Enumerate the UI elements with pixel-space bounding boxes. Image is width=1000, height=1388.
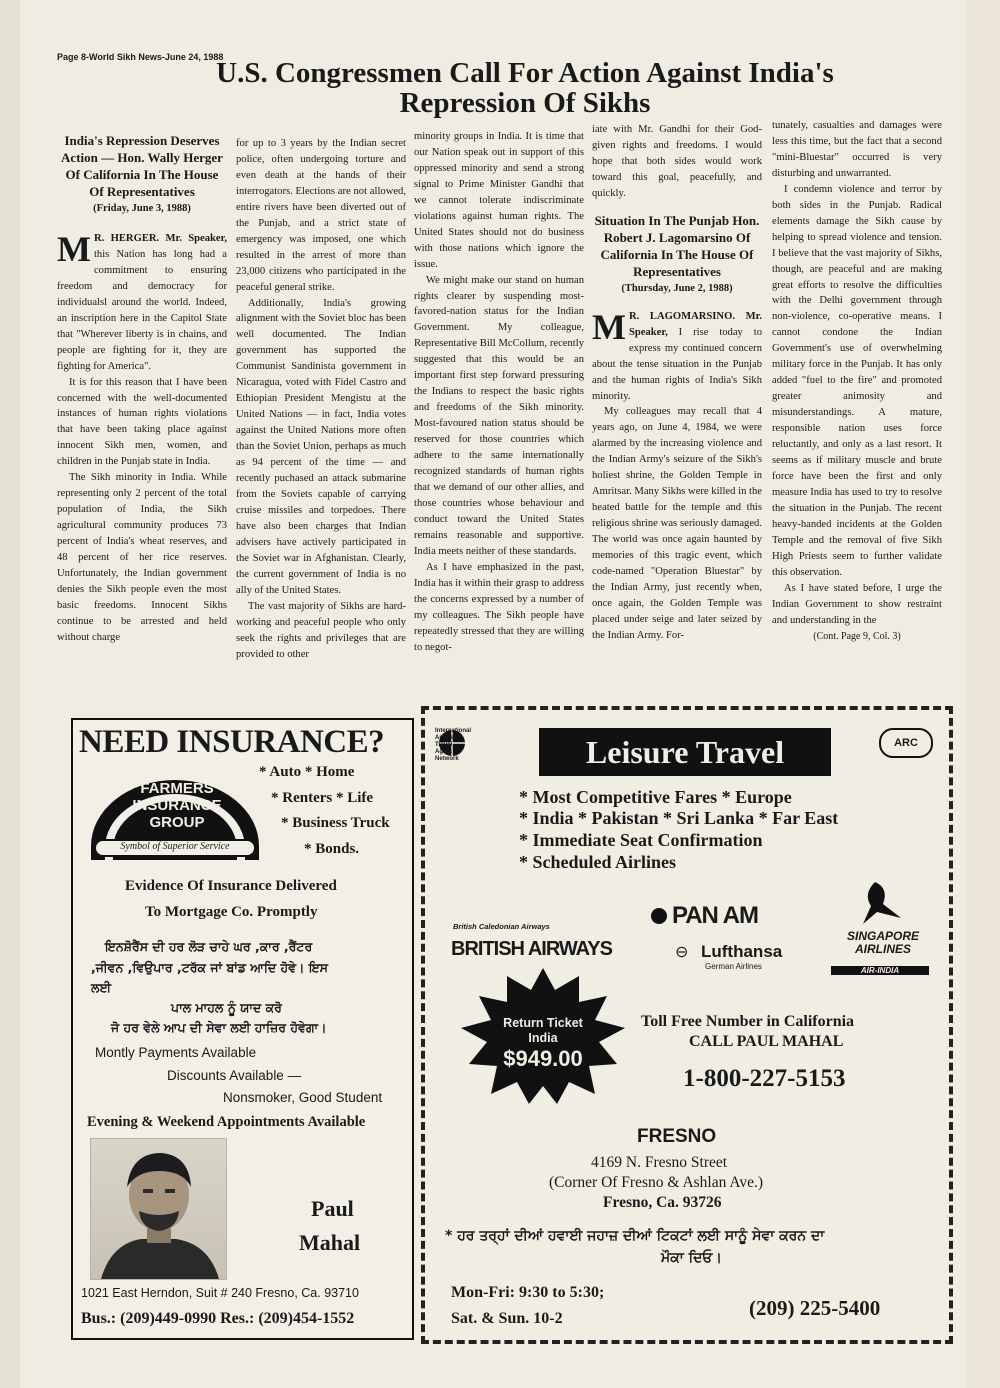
paragraph: My colleagues may recall that 4 years ago, on June 4, 1984, we were alarmed by the increasing violence and the Indian Army's seizure of the Sikh's holiest shrine, the Golden Temple in Amritsar. Many Sikhs were killed in the heated battle for the temple and this religious shrine was seriously damaged. The world was once again haunted by memories of this tragic event, which code-named "Operation Bluestar" by the Indian Army, just recently when, once again, the Golden Temple was placed under seige and later seized by the Indian Army. For-	[592, 406, 762, 641]
toll-free-number: 1-800-227-5153	[683, 1065, 846, 1092]
farmers-logo-tagline: Symbol of Superior Service	[120, 841, 230, 852]
punjabi-text: ਪਾਲ ਮਾਹਲ ਨੂੰ ਯਾਦ ਕਰੋ	[171, 1000, 282, 1015]
drop-cap: M	[592, 306, 626, 347]
article-column-2	[236, 136, 406, 662]
paragraph: We might make our stand on human rights clearer by suspending most-favored-nation status for the Indian Government. My colleague, Representative Bill McCollum, recently suggested that this would be an important first step forward pressuring the Indians to respect the basic rights and freedoms of the Sikh minority. Most-favoured nation status should be reserved for those countries which adhere to the same internationally recognized standards of human rights that we demand of our other allies, and those countries whose behaviour and conduct toward the United States remains reasonable and supportive. India meets neither of these standards.	[414, 274, 584, 557]
punjabi-text: ਜੋ ਹਰ ਵੇਲੇ ਆਪ ਦੀ ਸੇਵਾ ਲਈ ਹਾਜ਼ਿਰ ਹੋਵੇਗਾ।	[111, 1020, 327, 1035]
street-address: 4169 N. Fresno Street	[591, 1154, 728, 1171]
paragraph: The vast majority of Sikhs are hard-working and peaceful people who only seek the rights and privileges that are provided to other	[236, 600, 406, 660]
adjacent-page-edge	[965, 0, 1000, 1388]
punjabi-text: * ਹਰ ਤਰ੍ਹਾਂ ਦੀਆਂ ਹਵਾਈ ਜਹਾਜ਼ ਦੀਆਂ ਟਿਕਟਾਂ ਲਈ ਸਾਨੂੰ ਸੇਵਾ ਕਰਨ ਦਾ	[445, 1228, 825, 1244]
article-column-5	[772, 118, 942, 644]
call-paul-mahal: CALL PAUL MAHAL	[689, 1033, 844, 1050]
pan-am-logo: PAN AM	[651, 902, 758, 930]
headline-line-2: Repression Of Sikhs	[399, 87, 651, 119]
coverage-line: * Auto * Home	[259, 764, 355, 780]
section-heading-herger: India's Repression Deserves Action — Hon. Wally Herger Of California In The House Of Representatives (Friday, June 3, 1988)	[57, 132, 227, 217]
travel-advertisement	[421, 706, 953, 1344]
paragraph: As I have stated before, I urge the Indian Government to show restraint and understanding in the	[772, 582, 942, 626]
punjabi-text: ਇਨਸ਼ੋਰੈਂਸ ਦੀ ਹਰ ਲੋੜ ਚਾਹੇ ਘਰ ,ਕਾਰ ,ਰੈਂਟਰ	[105, 939, 313, 954]
evidence-line: To Mortgage Co. Promptly	[145, 904, 318, 920]
payments-text: Montly Payments Available	[95, 1045, 257, 1060]
section-date: (Friday, June 3, 1988)	[93, 203, 191, 214]
section-heading-lagomarsino: Situation In The Punjab Hon. Robert J. Lagomarsino Of California In The House Of Representatives (Thursday, June 2, 1988)	[592, 212, 762, 297]
weekend-hours: Sat. & Sun. 10-2	[451, 1310, 563, 1327]
toll-free-label: Toll Free Number in California	[641, 1013, 855, 1030]
appointments-text: Evening & Weekend Appointments Available	[87, 1114, 366, 1130]
evidence-line: Evidence Of Insurance Delivered	[125, 878, 337, 894]
travel-bullet: * India * Pakistan * Sri Lanka * Far East	[519, 808, 839, 828]
weekday-hours: Mon-Fri: 9:30 to 5:30;	[451, 1284, 605, 1301]
leisure-travel-title: Leisure Travel	[539, 728, 831, 776]
agent-last-name: Mahal	[299, 1230, 361, 1255]
paragraph: M R. LAGOMARSINO. Mr. Speaker, I rise today to express my continued concern about the tense situation in the Punjab and the human rights of India's Sikh minority.	[592, 306, 763, 402]
agent-phones: Bus.: (209)449-0990 Res.: (209)454-1552	[81, 1310, 355, 1327]
discounts-detail: Nonsmoker, Good Student	[223, 1090, 383, 1105]
lufthansa-subtitle: German Airlines	[705, 962, 762, 971]
coverage-line: * Business Truck	[281, 815, 390, 831]
city-state-zip: Fresno, Ca. 93726	[603, 1194, 722, 1211]
singapore-bird-icon	[855, 878, 905, 928]
british-airways-logo: BRITISH AIRWAYS	[451, 938, 612, 960]
lufthansa-logo: Lufthansa	[701, 942, 783, 961]
agent-portrait-illustration	[91, 1139, 226, 1279]
paragraph: I condemn violence and terror by both sides in the Punjab. Radical elements damage the Sikh cause by helping to spread violence and tension. I believe that the vast majority of Sikhs, though, are peaceful and are making great efforts to resolve the difficulties with the Delhi government through non-violence, co-operative means. I cannot condone the Indian Government's use of overwhelming military force in the Punjab. It has only added "fuel to the fire" and promoted greater animosity and misunderstandings. A mature, responsible nation uses force reluctantly, and only as a last resort. It seems as if military muscle and brute force have been the first and only measure India has used to try to resolve the situation in the Punjab. The recent heavy-handed incidents at the Golden Temple and the removal of five Sikh High Priests seem to further validate this observation.	[772, 183, 942, 578]
drop-cap: M	[57, 229, 91, 269]
paragraph: Additionally, India's growing alignment with the Soviet bloc has been well documented. The Indian government has supported the Communist Sandinista government in Nicaragua, voted with Fidel Castro and Ethiopian President Mengistu at the United Nations — in fact, India votes against the United Nations more often than the Soviet Union, perhaps as much as 94 percent of the time — and recently puchased an attack submarine from the Soviets capable of carrying cruise missiles and torpedoes. There have also been charges that Indian advisers have actively participated in the Soviet war in Afghanistan. Clearly, the current government of India is no ally of the United States.	[236, 297, 406, 596]
agent-first-name: Paul	[311, 1196, 354, 1221]
headline	[100, 58, 950, 118]
british-caledonian-logo: British Caledonian Airways	[453, 922, 550, 931]
travel-bullet: * Most Competitive Fares * Europe	[519, 787, 792, 807]
article-column-4	[592, 122, 762, 644]
headline-line-1: U.S. Congressmen Call For Action Against India's	[216, 57, 834, 89]
singapore-airlines-logo: SINGAPORE AIRLINES	[846, 929, 919, 956]
iatan-network-label: International Airlines Travel Agent Network	[435, 728, 472, 762]
farmers-logo-text: FARMERS INSURANCE GROUP	[132, 780, 222, 831]
paragraph: M R. HERGER. Mr. Speaker, this Nation has long had a commitment to ensuring freedom and democracy for individualsl around the world. Indeed, an inscription here in the Capitol State that "Wherever liberty is in chains, and people are fighting for it, they are fighting for America".	[57, 229, 227, 372]
local-phone-number: (209) 225-5400	[749, 1296, 881, 1320]
fresno-heading: FRESNO	[637, 1126, 717, 1147]
punjabi-text: ਲਈ	[91, 980, 112, 995]
travel-bullet: * Immediate Seat Confirmation	[519, 830, 763, 850]
crane-icon: ⊖	[675, 944, 689, 961]
punjabi-text: ਮੌਕਾ ਦਿਓ।	[661, 1250, 722, 1266]
air-india-logo: AIR-INDIA	[831, 966, 929, 975]
coverage-line: * Bonds.	[304, 841, 360, 857]
arc-badge: ARC	[879, 728, 933, 758]
discounts-text: Discounts Available —	[167, 1068, 302, 1083]
paragraph: iate with Mr. Gandhi for their God-given rights and freedoms. I would hope that both sides would work toward this goal, peacefully, and quickly.	[592, 124, 762, 199]
paragraph: The Sikh minority in India. While representing only 2 percent of the total population of India, the Sikh agricultural community produces 73 percent of India's wheat reserves, and 48 percent of her rice reserves. Unfortunately, the Indian government denies the Sikh people even the most basic freedoms. Innocent Sikhs continue to be arrested and held without charge	[57, 472, 227, 643]
punjabi-text: ,ਜੀਵਨ ,ਵਿਉਪਾਰ ,ਟਰੱਕ ਜਾਂ ਬਾਂਡ ਆਦਿ ਹੋਵੇ। ਇਸ	[91, 960, 329, 975]
paragraph: for up to 3 years by the Indian secret police, often undergoing torture and even death at the hands of their interrogators. Elections are not allowed, entire rivers have been diverted out of the Punjab, and a strict state of emergency was imposed, one which resulted in the arrest of more than 23,000 citizens who participated in the peaceful general strike.	[236, 138, 406, 293]
cross-streets: (Corner Of Fresno & Ashlan Ave.)	[549, 1174, 764, 1191]
agent-address: 1021 East Herndon, Suit # 240 Fresno, Ca. 93710	[81, 1286, 359, 1300]
continuation-note: (Cont. Page 9, Col. 3)	[813, 630, 901, 642]
paragraph: tunately, casualties and damages were less this time, but the fact that a second "mini-Bluestar" occurred is very disturbing and unwarranted.	[772, 120, 942, 179]
ticket-offer: Return Ticket India $949.00	[503, 1016, 583, 1071]
agent-photo	[90, 1138, 227, 1280]
article-column-1	[57, 122, 227, 646]
travel-bullet: * Scheduled Airlines	[519, 852, 677, 872]
article-column-3	[414, 129, 584, 655]
pan-am-globe-icon	[651, 908, 667, 924]
paragraph: As I have emphasized in the past, India has it within their grasp to address the concerns expressed by a number of my colleagues. The Sikh people have repeatedly stressed that they are willing to negot-	[414, 561, 584, 653]
section-date: (Thursday, June 2, 1988)	[621, 282, 733, 294]
coverage-line: * Renters * Life	[271, 790, 374, 806]
paragraph: minority groups in India. It is time that our Nation speak out in support of this oppressed minority and send a strong signal to Prime Minister Gandhi that we cannot tolerate indiscriminate violations against human rights. The United States should not do business with those nations which ignore the issue.	[414, 131, 584, 270]
page-header: Page 8-World Sikh News-June 24, 1988	[57, 52, 224, 62]
insurance-ad-title: NEED INSURANCE?	[79, 724, 385, 760]
paragraph: It is for this reason that I have been concerned with the well-documented instances of human rights violations that have been taking place against innocent Sikh men, women, and children in the Punjab state in India.	[57, 376, 227, 468]
